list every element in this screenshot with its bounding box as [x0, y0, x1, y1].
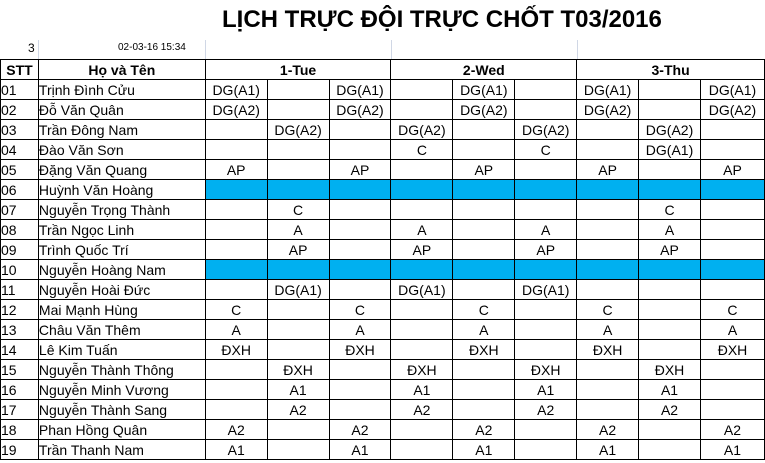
shift-cell[interactable]: A1 [329, 440, 391, 460]
shift-cell[interactable] [700, 280, 764, 300]
stt-cell[interactable]: 08 [1, 220, 39, 240]
table-row [1, 200, 765, 220]
stt-cell[interactable]: 17 [1, 400, 39, 420]
shift-cell[interactable] [515, 180, 577, 200]
shift-cell[interactable] [391, 420, 453, 440]
name-cell[interactable]: Nguyễn Thành Thông [38, 360, 205, 380]
shift-cell[interactable] [329, 360, 391, 380]
shift-cell[interactable] [639, 320, 701, 340]
shift-cell[interactable]: AP [391, 240, 453, 260]
name-cell[interactable]: Trần Ngọc Linh [38, 220, 205, 240]
shift-cell[interactable] [267, 140, 329, 160]
shift-cell[interactable]: DG(A2) [329, 100, 391, 120]
shift-cell[interactable] [700, 240, 764, 260]
shift-cell[interactable]: A2 [329, 420, 391, 440]
shift-cell[interactable]: DG(A1) [205, 80, 267, 100]
shift-cell[interactable]: ĐXH [577, 340, 639, 360]
shift-cell[interactable] [453, 260, 515, 280]
shift-cell[interactable]: A2 [453, 420, 515, 440]
shift-cell[interactable]: DG(A1) [329, 80, 391, 100]
day-header[interactable]: 1-Tue [205, 60, 391, 80]
shift-cell[interactable] [639, 160, 701, 180]
shift-cell[interactable] [639, 440, 701, 460]
shift-cell[interactable]: AP [577, 160, 639, 180]
shift-cell[interactable]: ĐXH [205, 340, 267, 360]
shift-cell[interactable] [515, 300, 577, 320]
shift-cell[interactable] [267, 440, 329, 460]
name-cell[interactable]: Trần Thanh Nam [38, 440, 205, 460]
shift-cell[interactable] [391, 160, 453, 180]
table-row [1, 140, 765, 160]
stt-cell[interactable]: 12 [1, 300, 39, 320]
shift-cell[interactable] [391, 100, 453, 120]
shift-cell[interactable]: A [700, 320, 764, 340]
shift-cell[interactable] [515, 200, 577, 220]
stt-cell[interactable]: 10 [1, 260, 39, 280]
shift-cell[interactable]: A1 [267, 380, 329, 400]
name-cell[interactable]: Đặng Văn Quang [38, 160, 205, 180]
shift-cell[interactable] [577, 360, 639, 380]
shift-cell[interactable]: ĐXH [453, 340, 515, 360]
shift-cell[interactable] [329, 280, 391, 300]
shift-cell[interactable] [700, 200, 764, 220]
shift-cell[interactable]: A1 [639, 380, 701, 400]
shift-cell[interactable] [577, 400, 639, 420]
shift-cell[interactable] [329, 140, 391, 160]
shift-cell[interactable]: A [391, 220, 453, 240]
shift-cell[interactable] [515, 160, 577, 180]
shift-cell[interactable] [453, 200, 515, 220]
name-cell[interactable]: Huỳnh Văn Hoàng [38, 180, 205, 200]
shift-cell[interactable] [267, 160, 329, 180]
shift-cell[interactable]: A1 [700, 440, 764, 460]
shift-cell[interactable] [205, 140, 267, 160]
duty-schedule-table [0, 59, 765, 460]
shift-cell[interactable] [700, 360, 764, 380]
name-cell[interactable]: Nguyễn Trọng Thành [38, 200, 205, 220]
shift-cell[interactable] [205, 220, 267, 240]
stt-cell[interactable]: 07 [1, 200, 39, 220]
table-row [1, 440, 765, 460]
shift-cell[interactable]: A [453, 320, 515, 340]
table-row [1, 220, 765, 240]
shift-cell[interactable] [391, 300, 453, 320]
shift-cell[interactable]: DG(A2) [515, 120, 577, 140]
stt-cell[interactable]: 06 [1, 180, 39, 200]
shift-cell[interactable] [700, 140, 764, 160]
table-row [1, 280, 765, 300]
table-row [1, 80, 765, 100]
name-cell[interactable]: Phan Hồng Quân [38, 420, 205, 440]
name-cell[interactable]: Trịnh Đình Cửu [38, 80, 205, 100]
shift-cell[interactable]: C [577, 300, 639, 320]
shift-cell[interactable] [453, 180, 515, 200]
stt-cell[interactable]: 04 [1, 140, 39, 160]
shift-cell[interactable] [700, 260, 764, 280]
shift-cell[interactable]: A [205, 320, 267, 340]
shift-cell[interactable]: DG(A2) [700, 100, 764, 120]
shift-cell[interactable] [391, 200, 453, 220]
shift-cell[interactable] [453, 240, 515, 260]
name-cell[interactable]: Nguyễn Hoàng Nam [38, 260, 205, 280]
table-row [1, 100, 765, 120]
shift-cell[interactable]: A2 [515, 400, 577, 420]
shift-cell[interactable]: C [515, 140, 577, 160]
shift-cell[interactable] [700, 380, 764, 400]
shift-cell[interactable]: A2 [205, 420, 267, 440]
shift-cell[interactable] [639, 180, 701, 200]
shift-cell[interactable]: DG(A2) [577, 100, 639, 120]
shift-cell[interactable]: C [391, 140, 453, 160]
shift-cell[interactable] [205, 240, 267, 260]
shift-cell[interactable] [267, 340, 329, 360]
shift-cell[interactable] [639, 420, 701, 440]
shift-cell[interactable]: A1 [391, 380, 453, 400]
name-cell[interactable]: Trình Quốc Trí [38, 240, 205, 260]
shift-cell[interactable]: C [267, 200, 329, 220]
shift-cell[interactable]: A2 [577, 420, 639, 440]
shift-cell[interactable]: DG(A1) [700, 80, 764, 100]
shift-cell[interactable]: A2 [639, 400, 701, 420]
name-header[interactable]: Họ và Tên [38, 60, 205, 80]
name-cell[interactable]: Mai Mạnh Hùng [38, 300, 205, 320]
table-row [1, 360, 765, 380]
shift-cell[interactable] [205, 360, 267, 380]
shift-cell[interactable]: A1 [515, 380, 577, 400]
shift-cell[interactable] [267, 260, 329, 280]
day-header[interactable]: 3-Thu [577, 60, 765, 80]
table-row [1, 160, 765, 180]
shift-cell[interactable]: ĐXH [639, 360, 701, 380]
shift-cell[interactable]: ĐXH [700, 340, 764, 360]
shift-cell[interactable] [639, 300, 701, 320]
shift-cell[interactable] [391, 180, 453, 200]
shift-cell[interactable] [205, 120, 267, 140]
shift-cell[interactable]: A1 [205, 440, 267, 460]
shift-cell[interactable] [329, 180, 391, 200]
shift-cell[interactable] [515, 80, 577, 100]
shift-cell[interactable]: DG(A1) [391, 280, 453, 300]
shift-cell[interactable]: C [329, 300, 391, 320]
shift-cell[interactable] [577, 180, 639, 200]
shift-cell[interactable]: DG(A1) [639, 140, 701, 160]
shift-cell[interactable]: A2 [267, 400, 329, 420]
table-row [1, 320, 765, 340]
shift-cell[interactable] [267, 300, 329, 320]
shift-cell[interactable] [329, 120, 391, 140]
shift-cell[interactable]: A [515, 220, 577, 240]
shift-cell[interactable] [391, 80, 453, 100]
shift-cell[interactable]: A2 [391, 400, 453, 420]
shift-cell[interactable] [639, 100, 701, 120]
table-row [1, 400, 765, 420]
name-cell[interactable]: Trần Đông Nam [38, 120, 205, 140]
table-row [1, 260, 765, 280]
shift-cell[interactable] [329, 240, 391, 260]
shift-cell[interactable]: AP [639, 240, 701, 260]
stt-cell[interactable]: 16 [1, 380, 39, 400]
name-cell[interactable]: Đỗ Văn Quân [38, 100, 205, 120]
name-cell[interactable]: Lê Kim Tuấn [38, 340, 205, 360]
shift-cell[interactable]: ĐXH [391, 360, 453, 380]
shift-cell[interactable]: C [639, 200, 701, 220]
shift-cell[interactable] [329, 380, 391, 400]
stt-cell[interactable]: 01 [1, 80, 39, 100]
timestamp-cell[interactable]: 02-03-16 15:34 [118, 42, 186, 53]
shift-cell[interactable] [205, 200, 267, 220]
shift-cell[interactable] [453, 400, 515, 420]
shift-cell[interactable] [453, 280, 515, 300]
table-row [1, 120, 765, 140]
shift-cell[interactable] [267, 320, 329, 340]
shift-cell[interactable] [700, 120, 764, 140]
table-row [1, 180, 765, 200]
page-title: LỊCH TRỰC ĐỘI TRỰC CHỐT T03/2016 [222, 6, 662, 33]
shift-cell[interactable] [205, 280, 267, 300]
shift-cell[interactable]: AP [515, 240, 577, 260]
shift-cell[interactable]: AP [205, 160, 267, 180]
shift-cell[interactable] [453, 140, 515, 160]
shift-cell[interactable]: C [700, 300, 764, 320]
stt-cell[interactable]: 11 [1, 280, 39, 300]
header-row [1, 60, 765, 80]
shift-cell[interactable] [267, 420, 329, 440]
stt-cell[interactable]: 02 [1, 100, 39, 120]
shift-cell[interactable]: AP [329, 160, 391, 180]
shift-cell[interactable] [577, 260, 639, 280]
shift-cell[interactable]: AP [267, 240, 329, 260]
day-header[interactable]: 2-Wed [391, 60, 577, 80]
shift-cell[interactable] [453, 380, 515, 400]
shift-cell[interactable]: A1 [453, 440, 515, 460]
shift-cell[interactable]: DG(A1) [267, 280, 329, 300]
info-row [0, 40, 765, 59]
name-cell[interactable]: Châu Văn Thêm [38, 320, 205, 340]
stt-cell[interactable]: 14 [1, 340, 39, 360]
stt-cell[interactable]: 05 [1, 160, 39, 180]
shift-cell[interactable] [577, 200, 639, 220]
name-cell[interactable]: Nguyễn Thành Sang [38, 400, 205, 420]
shift-cell[interactable] [515, 340, 577, 360]
shift-cell[interactable] [453, 360, 515, 380]
shift-cell[interactable]: DG(A2) [639, 120, 701, 140]
shift-cell[interactable] [577, 380, 639, 400]
shift-cell[interactable]: AP [700, 160, 764, 180]
shift-cell[interactable]: A1 [577, 440, 639, 460]
stt-cell[interactable]: 15 [1, 360, 39, 380]
month-number-cell[interactable]: 3 [28, 41, 35, 55]
shift-cell[interactable]: DG(A1) [453, 80, 515, 100]
shift-cell[interactable] [205, 260, 267, 280]
shift-cell[interactable] [329, 400, 391, 420]
shift-cell[interactable] [205, 380, 267, 400]
shift-cell[interactable] [639, 80, 701, 100]
shift-cell[interactable] [515, 260, 577, 280]
shift-cell[interactable] [267, 100, 329, 120]
stt-header[interactable]: STT [1, 60, 39, 80]
table-row [1, 240, 765, 260]
shift-cell[interactable]: DG(A2) [391, 120, 453, 140]
shift-cell[interactable] [515, 100, 577, 120]
shift-cell[interactable] [267, 80, 329, 100]
shift-cell[interactable]: C [205, 300, 267, 320]
shift-cell[interactable] [639, 340, 701, 360]
shift-cell[interactable] [577, 120, 639, 140]
shift-cell[interactable]: A [267, 220, 329, 240]
shift-cell[interactable] [700, 180, 764, 200]
shift-cell[interactable] [205, 180, 267, 200]
shift-cell[interactable] [577, 140, 639, 160]
name-cell[interactable]: Đào Văn Sơn [38, 140, 205, 160]
table-row [1, 300, 765, 320]
shift-cell[interactable] [453, 120, 515, 140]
stt-cell[interactable]: 09 [1, 240, 39, 260]
shift-cell[interactable] [515, 440, 577, 460]
shift-cell[interactable] [453, 220, 515, 240]
shift-cell[interactable]: AP [453, 160, 515, 180]
shift-cell[interactable]: ĐXH [329, 340, 391, 360]
shift-cell[interactable] [391, 340, 453, 360]
shift-cell[interactable]: A [329, 320, 391, 340]
name-cell[interactable]: Nguyễn Minh Vương [38, 380, 205, 400]
stt-cell[interactable]: 13 [1, 320, 39, 340]
table-row [1, 340, 765, 360]
shift-cell[interactable] [391, 260, 453, 280]
shift-cell[interactable] [639, 260, 701, 280]
shift-cell[interactable] [267, 180, 329, 200]
shift-cell[interactable] [700, 220, 764, 240]
shift-cell[interactable]: A [577, 320, 639, 340]
shift-cell[interactable] [391, 440, 453, 460]
shift-cell[interactable] [577, 240, 639, 260]
shift-cell[interactable] [391, 320, 453, 340]
shift-cell[interactable]: DG(A1) [515, 280, 577, 300]
shift-cell[interactable]: A [639, 220, 701, 240]
shift-cell[interactable] [639, 280, 701, 300]
shift-cell[interactable] [205, 400, 267, 420]
shift-cell[interactable] [329, 260, 391, 280]
shift-cell[interactable]: ĐXH [267, 360, 329, 380]
shift-cell[interactable] [329, 220, 391, 240]
table-row [1, 420, 765, 440]
stt-cell[interactable]: 19 [1, 440, 39, 460]
shift-cell[interactable] [577, 280, 639, 300]
shift-cell[interactable] [700, 400, 764, 420]
stt-cell[interactable]: 18 [1, 420, 39, 440]
stt-cell[interactable]: 03 [1, 120, 39, 140]
shift-cell[interactable]: C [453, 300, 515, 320]
shift-cell[interactable] [577, 220, 639, 240]
table-row [1, 380, 765, 400]
shift-cell[interactable]: DG(A2) [453, 100, 515, 120]
shift-cell[interactable] [515, 420, 577, 440]
shift-cell[interactable]: ĐXH [515, 360, 577, 380]
shift-cell[interactable]: A2 [700, 420, 764, 440]
shift-cell[interactable]: DG(A1) [577, 80, 639, 100]
shift-cell[interactable] [515, 320, 577, 340]
shift-cell[interactable]: DG(A2) [205, 100, 267, 120]
shift-cell[interactable] [329, 200, 391, 220]
name-cell[interactable]: Nguyễn Hoài Đức [38, 280, 205, 300]
shift-cell[interactable]: DG(A2) [267, 120, 329, 140]
